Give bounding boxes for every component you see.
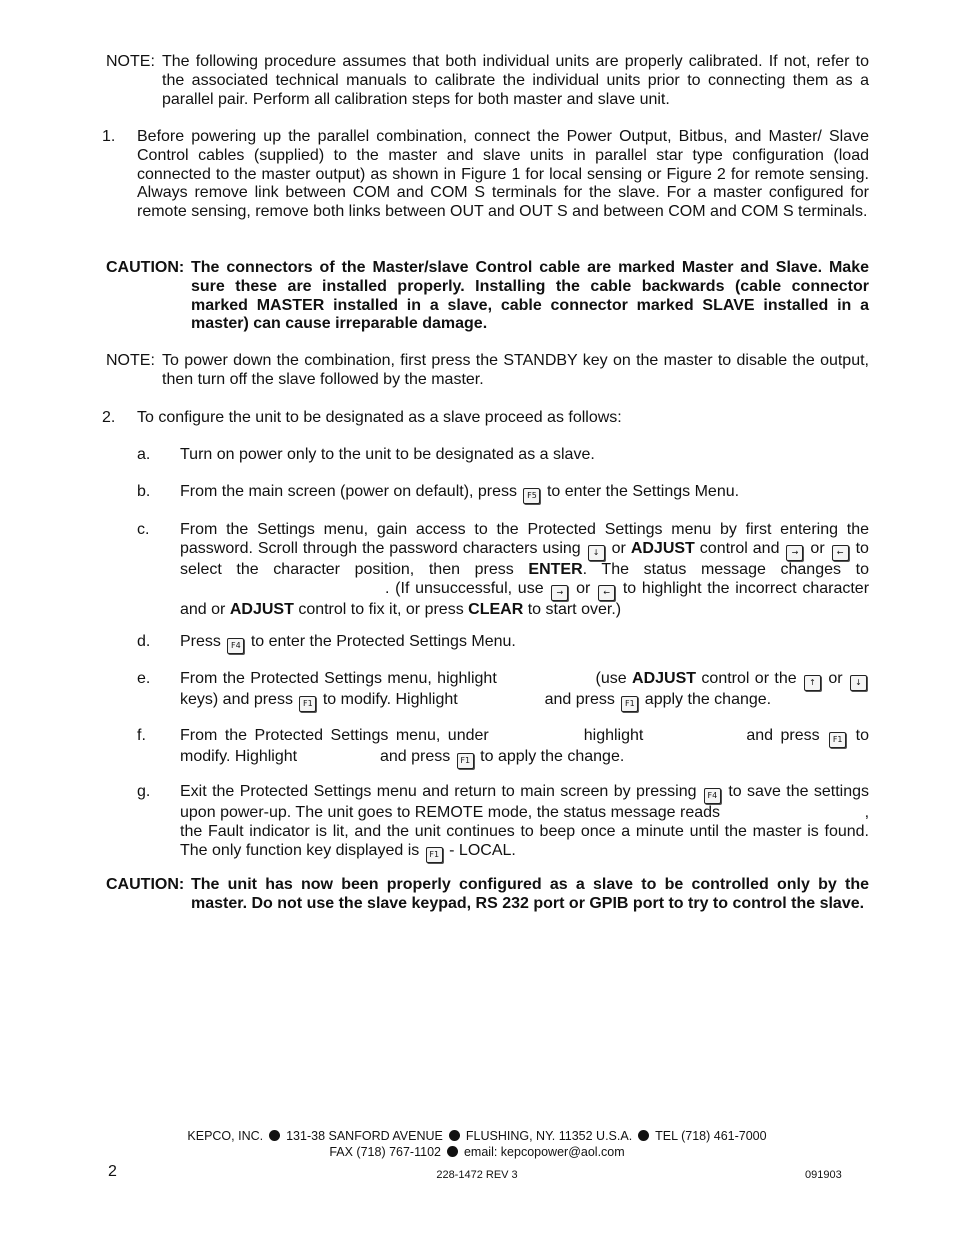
footer-tel: TEL (718) 461-7000 — [655, 1129, 767, 1143]
caution-text: The unit has now been properly configured as a slave to be controlled only by the master. Do not use the slave keypad, RS 232 port or GPIB port to try to control the slave. — [191, 876, 869, 912]
caution-text: The connectors of the Master/slave Control cable are marked Master and Slave. Make sure these are installed properly. Installing the cable backwards (cable connector marked MASTER installed in a slave, cable connector marked SLAVE installed in a master) can cause irreparable damage. — [191, 259, 869, 333]
note-label: NOTE: — [106, 352, 155, 369]
note-label: NOTE: — [106, 53, 155, 70]
left-arrow-key-icon: ← — [598, 585, 615, 601]
up-arrow-key-icon: ↑ — [804, 675, 821, 691]
step-text: Before powering up the parallel combination, connect the Power Output, Bitbus, and Master/ Slave Control cables (supplied) to the master and slave units in parallel star type configuration (load connected to the master output) as shown in Figure 1 for local sensing or Figure 2 for remote sensing. Always remove link between COM and COM S terminals for the slave. For a master configured for remote sensing, remove both links between OUT and OUT S and between COM and COM S terminals. — [137, 128, 869, 221]
left-arrow-key-icon: ← — [832, 545, 849, 561]
footer-contact-line — [0, 1144, 954, 1160]
substep-text: From the Protected Settings menu, highlight (use ADJUST control or the ↑ or ↓ keys) and press F1 to modify. Highlight and press F1 apply the change. — [180, 670, 869, 712]
bullet-icon — [447, 1146, 458, 1157]
footer-fax: FAX (718) 767-1102 — [329, 1145, 441, 1159]
step-number: 1. — [102, 128, 116, 145]
step-text: To configure the unit to be designated as a slave proceed as follows: — [137, 409, 622, 426]
substep-text: From the main screen (power on default), press F5 to enter the Settings Menu. — [180, 483, 869, 504]
page-number: 2 — [108, 1163, 117, 1180]
substep-label: a. — [137, 446, 151, 463]
bullet-icon — [638, 1130, 649, 1141]
f5-key-icon: F5 — [523, 488, 540, 504]
substep-label: e. — [137, 670, 151, 687]
footer-city: FLUSHING, NY. 11352 U.S.A. — [465, 1129, 633, 1143]
f1-key-icon: F1 — [299, 696, 316, 712]
f1-key-icon: F1 — [426, 847, 443, 863]
step-number: 2. — [102, 409, 116, 426]
down-arrow-key-icon: ↓ — [588, 545, 605, 561]
f1-key-icon: F1 — [457, 753, 474, 769]
note-text: The following procedure assumes that both individual units are properly calibrated. If not, refer to the associated technical manuals to calibrate the individual units prior to connecting them as a parallel pair. Perform all calibration steps for both master and slave unit. — [162, 53, 869, 108]
substep-text: From the Settings menu, gain access to the Protected Settings menu by first entering the password. Scroll through the password characters using ↓ or ADJUST control and → or ← to select the character position, then press ENTER. The status message changes to . (If unsuccessful, use → or ← to highlight the incorrect character and or ADJUST control to fix it, or press CLEAR to start over.) — [180, 521, 870, 618]
right-arrow-key-icon: → — [786, 545, 803, 561]
footer-address-line — [0, 1128, 954, 1144]
substep-text: Press F4 to enter the Protected Settings Menu. — [180, 633, 869, 654]
f4-key-icon: F4 — [227, 638, 244, 654]
f1-key-icon: F1 — [829, 732, 846, 748]
substep-label: f. — [137, 727, 146, 744]
substep-text: From the Protected Settings menu, under highlight and press F1 to modify. Highlight and press F1 to apply the change. — [180, 727, 869, 769]
bullet-icon — [449, 1130, 460, 1141]
f4-key-icon: F4 — [704, 788, 721, 804]
substep-label: b. — [137, 483, 151, 500]
f1-key-icon: F1 — [621, 696, 638, 712]
caution-label: CAUTION: — [106, 259, 185, 276]
footer-address: 131-38 SANFORD AVENUE — [286, 1129, 443, 1143]
substep-text: Exit the Protected Settings menu and return to main screen by pressing F4 to save the settings upon power-up. The unit goes to REMOTE mode, the status message reads , the Fault indicator is lit, and the unit continues to beep once a minute until the master is found. The only function key displayed is F1 - LOCAL. — [180, 783, 869, 863]
down-arrow-key-icon: ↓ — [850, 675, 867, 691]
footer-email: email: kepcopower@aol.com — [463, 1145, 625, 1159]
bullet-icon — [269, 1130, 280, 1141]
substep-text: Turn on power only to the unit to be designated as a slave. — [180, 446, 595, 463]
document-number: 228-1472 REV 3 — [436, 1169, 518, 1181]
right-arrow-key-icon: → — [551, 585, 568, 601]
substep-label: g. — [137, 783, 151, 800]
substep-label: c. — [137, 521, 150, 538]
document-date: 091903 — [805, 1169, 842, 1181]
note-text: To power down the combination, first press the STANDBY key on the master to disable the output, then turn off the slave followed by the master. — [162, 352, 869, 388]
caution-label: CAUTION: — [106, 876, 185, 893]
footer-company: KEPCO, INC. — [187, 1129, 264, 1143]
substep-label: d. — [137, 633, 151, 650]
